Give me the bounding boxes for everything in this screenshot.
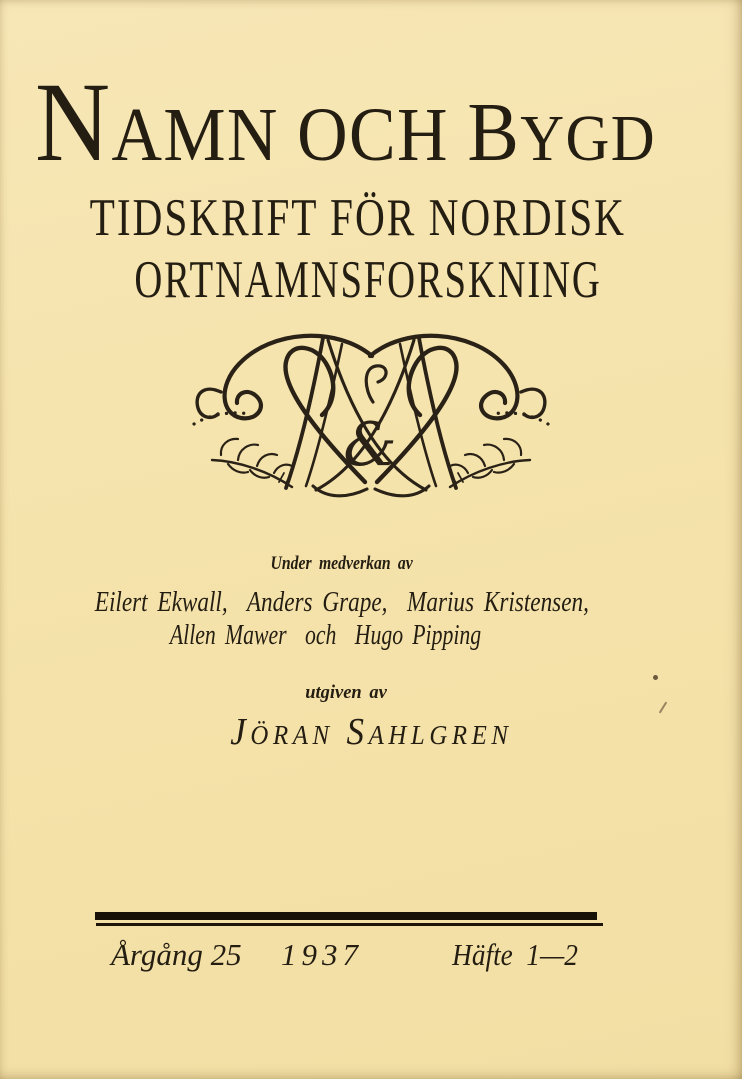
- contributors-line-1-text: Eilert Ekwall, Anders Grape, Marius Kristensen,: [94, 586, 590, 618]
- publisher-first-initial: J: [229, 711, 250, 753]
- title-rest-ygd: YGD: [519, 102, 656, 175]
- subtitle-line-1: [0, 189, 716, 247]
- year-label: 1937: [281, 937, 363, 972]
- contributors-line-2-text: Allen Mawer och Hugo Pipping: [170, 619, 482, 651]
- publisher-last-initial: S: [346, 711, 369, 753]
- separator-rule-thin: [96, 923, 603, 926]
- contributors-line-1: [0, 588, 684, 617]
- title-initial-b: B: [466, 86, 520, 179]
- journal-title: [0, 60, 690, 185]
- contributors-label: [0, 555, 684, 574]
- paper-speck: [653, 675, 658, 680]
- publisher-first-rest: ÖRAN: [249, 720, 334, 750]
- contributors-line-2: [0, 621, 652, 650]
- title-rest-amn: AMN: [110, 93, 279, 177]
- separator-rule-thick: [95, 912, 597, 920]
- title-initial-n: N: [34, 60, 111, 185]
- title-word-och: OCH: [296, 93, 449, 177]
- publisher-label: [0, 684, 692, 703]
- paper-scratch: [659, 701, 668, 713]
- monogram-ampersand: &: [343, 410, 397, 480]
- publisher-label-text: utgiven av: [305, 683, 387, 703]
- issue-number-label: Häfte 1—2: [452, 937, 578, 972]
- nb-monogram-emblem: [176, 332, 566, 504]
- monogram-center-loop: [366, 366, 386, 402]
- subtitle-line-2: [0, 251, 736, 309]
- subtitle-line-1-text: TIDSKRIFT FÖR NORDISK: [89, 189, 627, 247]
- subtitle-line-2-text: ORTNAMNSFORSKNING: [134, 251, 602, 309]
- volume-label: Årgång 25: [111, 937, 242, 972]
- publisher-name: [0, 713, 742, 751]
- publisher-last-rest: AHLGREN: [368, 720, 513, 750]
- contributors-label-text: Under medverkan av: [270, 554, 414, 574]
- issue-info-row: [95, 936, 602, 978]
